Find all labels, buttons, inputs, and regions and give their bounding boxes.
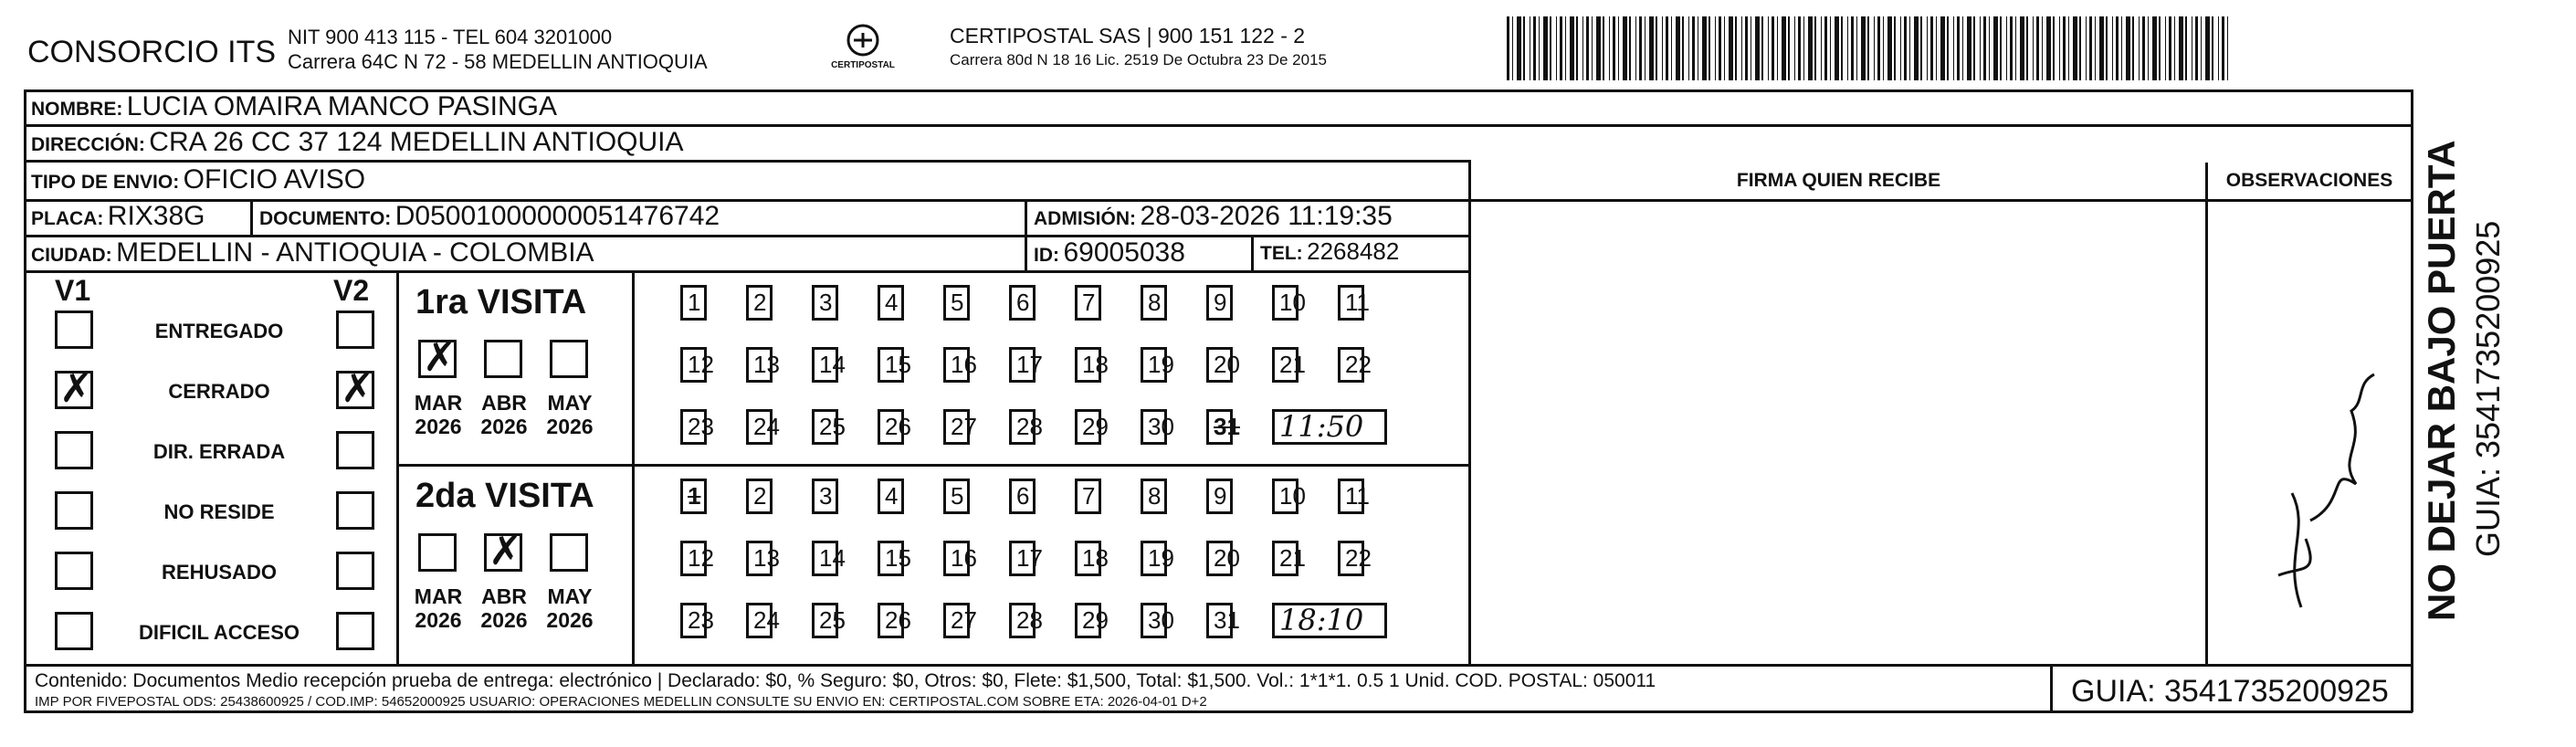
certipostal-logo-icon xyxy=(813,22,913,77)
day-box[interactable]: 24 xyxy=(746,409,773,445)
day-box[interactable]: 18 xyxy=(1075,347,1101,383)
status-label: NO RESIDE xyxy=(163,500,275,523)
month-year: 2026 xyxy=(415,415,462,438)
day-box[interactable]: 30 xyxy=(1141,603,1167,638)
day-box[interactable]: 16 xyxy=(943,347,970,383)
month-name: ABR xyxy=(481,584,527,608)
month-checkbox[interactable] xyxy=(418,334,457,381)
certipostal-logo-text: CERTIPOSTAL xyxy=(831,60,895,70)
documento-value: D05001000000051476742 xyxy=(394,201,720,231)
id-label: ID: xyxy=(1034,245,1059,266)
admision-label: ADMISIÓN: xyxy=(1034,208,1136,229)
day-box[interactable]: 14 xyxy=(812,541,838,576)
placa-value: RIX38G xyxy=(107,201,205,231)
guia-box: GUIA: 3541735200925 xyxy=(2071,674,2389,709)
status-label: ENTREGADO xyxy=(154,320,284,342)
month-year: 2026 xyxy=(546,608,594,632)
nombre-value: LUCIA OMAIRA MANCO PASINGA xyxy=(126,91,557,121)
day-box[interactable]: 11 xyxy=(1338,479,1364,514)
day-box[interactable]: 21 xyxy=(1272,347,1299,383)
status-v1-checkbox[interactable] xyxy=(55,431,93,469)
month-label xyxy=(471,584,537,632)
day-box[interactable]: 21 xyxy=(1272,541,1299,576)
month-mark: ✗ xyxy=(423,334,457,381)
placa-row xyxy=(31,201,205,232)
day-box[interactable]: 4 xyxy=(878,285,904,321)
day-box[interactable]: 24 xyxy=(746,603,773,638)
day-box[interactable]: 4 xyxy=(878,479,904,514)
day-box[interactable]: 7 xyxy=(1075,479,1101,514)
certipostal-line1: CERTIPOSTAL SAS | 900 151 122 - 2 xyxy=(950,24,1306,47)
company-address: Carrera 64C N 72 - 58 MEDELLIN ANTIOQUIA xyxy=(288,50,708,73)
visit-time: 11:50 xyxy=(1272,409,1387,445)
side-guia: GUIA: 3541735200925 xyxy=(2469,220,2507,557)
status-label: DIFICIL ACCESO xyxy=(138,621,300,644)
company-name: CONSORCIO ITS xyxy=(27,35,277,69)
month-checkbox[interactable] xyxy=(550,340,588,378)
day-box[interactable]: 3 xyxy=(812,479,838,514)
day-box[interactable]: 23 xyxy=(680,603,707,638)
day-box[interactable]: 9 xyxy=(1206,285,1233,321)
placa-label: PLACA: xyxy=(31,208,104,229)
visit-time: 18:10 xyxy=(1272,603,1387,638)
day-box[interactable]: 2 xyxy=(746,479,773,514)
status-v1-checkbox[interactable] xyxy=(55,612,93,650)
day-box[interactable]: 30 xyxy=(1141,409,1167,445)
month-year: 2026 xyxy=(415,608,462,632)
month-checkbox[interactable] xyxy=(484,528,522,574)
day-box[interactable]: 28 xyxy=(1009,409,1036,445)
day-box[interactable]: 12 xyxy=(680,347,707,383)
month-name: ABR xyxy=(481,391,527,415)
admision-value: 28-03-2026 11:19:35 xyxy=(1140,201,1393,231)
month-name: MAR xyxy=(414,391,463,415)
day-box[interactable]: 3 xyxy=(812,285,838,321)
documento-row xyxy=(259,201,720,232)
nit-line: NIT 900 413 115 - TEL 604 3201000 xyxy=(288,26,613,48)
tel-label: TEL: xyxy=(1260,243,1303,264)
day-box[interactable]: 29 xyxy=(1075,409,1101,445)
status-label: CERRADO xyxy=(168,380,270,403)
day-box[interactable]: 8 xyxy=(1141,285,1167,321)
month-year: 2026 xyxy=(546,415,594,438)
day-box[interactable]: 1 xyxy=(680,285,707,321)
day-box[interactable]: 25 xyxy=(812,409,838,445)
day-box[interactable]: 25 xyxy=(812,603,838,638)
status-v1-checkbox[interactable] xyxy=(55,310,93,349)
day-box[interactable]: 13 xyxy=(746,541,773,576)
visit-title: 2da VISITA xyxy=(415,477,594,515)
ciudad-value: MEDELLIN - ANTIOQUIA - COLOMBIA xyxy=(116,237,594,268)
day-box[interactable]: 22 xyxy=(1338,541,1364,576)
documento-label: DOCUMENTO: xyxy=(259,208,392,229)
v1-label: V1 xyxy=(55,274,91,307)
ciudad-label: CIUDAD: xyxy=(31,245,112,266)
month-name: MAY xyxy=(547,584,593,608)
month-year: 2026 xyxy=(480,608,528,632)
day-box[interactable]: 11 xyxy=(1338,285,1364,321)
status-v1-checkbox[interactable] xyxy=(55,491,93,530)
month-year: 2026 xyxy=(480,415,528,438)
day-box[interactable]: 16 xyxy=(943,541,970,576)
tipo-value: OFICIO AVISO xyxy=(183,164,366,195)
tipo-row xyxy=(31,164,365,195)
day-box[interactable]: 20 xyxy=(1206,347,1233,383)
day-box[interactable]: 6 xyxy=(1009,285,1036,321)
month-label xyxy=(537,584,603,632)
day-box[interactable]: 31 xyxy=(1206,603,1233,638)
day-box[interactable]: 26 xyxy=(878,603,904,638)
day-box[interactable]: 13 xyxy=(746,347,773,383)
day-box[interactable]: 10 xyxy=(1272,479,1299,514)
day-box[interactable]: 17 xyxy=(1009,541,1036,576)
day-box[interactable]: 23 xyxy=(680,409,707,445)
tel-value: 2268482 xyxy=(1307,237,1400,265)
id-row xyxy=(1034,237,1185,268)
day-box[interactable]: 5 xyxy=(943,479,970,514)
day-box[interactable]: 29 xyxy=(1075,603,1101,638)
day-box[interactable]: 10 xyxy=(1272,285,1299,321)
day-box[interactable]: 9 xyxy=(1206,479,1233,514)
nombre-row xyxy=(31,91,557,122)
day-box[interactable]: 15 xyxy=(878,347,904,383)
status-label: REHUSADO xyxy=(162,561,277,584)
month-label xyxy=(471,391,537,438)
direccion-label: DIRECCIÓN: xyxy=(31,134,145,155)
day-box[interactable]: 27 xyxy=(943,603,970,638)
barcode xyxy=(1507,16,2228,80)
day-box[interactable]: 7 xyxy=(1075,285,1101,321)
day-box[interactable]: 28 xyxy=(1009,603,1036,638)
month-checkbox[interactable] xyxy=(484,340,522,378)
month-label xyxy=(405,584,471,632)
day-box[interactable]: 31 xyxy=(1206,409,1233,445)
status-v1-mark: ✗ xyxy=(59,365,93,412)
day-box[interactable]: 5 xyxy=(943,285,970,321)
direccion-row xyxy=(31,127,684,158)
status-v2-checkbox[interactable] xyxy=(336,310,374,349)
observaciones-label: OBSERVACIONES xyxy=(2225,170,2393,191)
day-box[interactable]: 27 xyxy=(943,409,970,445)
day-box[interactable]: 20 xyxy=(1206,541,1233,576)
visit-title: 1ra VISITA xyxy=(415,283,587,321)
month-checkbox[interactable] xyxy=(550,533,588,572)
certipostal-line2: Carrera 80d N 18 16 Lic. 2519 De Octubra 23 De 2015 xyxy=(950,51,1327,68)
direccion-value: CRA 26 CC 37 124 MEDELLIN ANTIOQUIA xyxy=(149,127,684,157)
day-box[interactable]: 19 xyxy=(1141,541,1167,576)
month-label xyxy=(537,391,603,438)
status-v2-checkbox[interactable] xyxy=(336,365,374,412)
day-box[interactable]: 2 xyxy=(746,285,773,321)
day-box[interactable]: 22 xyxy=(1338,347,1364,383)
status-label: DIR. ERRADA xyxy=(152,440,286,463)
day-box[interactable]: 18 xyxy=(1075,541,1101,576)
status-v1-checkbox[interactable] xyxy=(55,552,93,590)
day-box[interactable]: 19 xyxy=(1141,347,1167,383)
status-v2-checkbox[interactable] xyxy=(336,491,374,530)
day-box[interactable]: 8 xyxy=(1141,479,1167,514)
tipo-label: TIPO DE ENVIO: xyxy=(31,172,180,193)
status-v2-checkbox[interactable] xyxy=(336,431,374,469)
signature xyxy=(2246,347,2392,621)
status-v2-checkbox[interactable] xyxy=(336,552,374,590)
month-name: MAY xyxy=(547,391,593,415)
day-box[interactable]: 15 xyxy=(878,541,904,576)
month-checkbox[interactable] xyxy=(418,533,457,572)
firma-label: FIRMA QUIEN RECIBE xyxy=(1736,170,1941,191)
month-label xyxy=(405,391,471,438)
month-name: MAR xyxy=(414,584,463,608)
imp-line: IMP POR FIVEPOSTAL ODS: 25438600925 / COD.IMP: 54652000925 USUARIO: OPERACIONES MEDELLIN CONSULTE SU ENVIO EN: CERTIPOSTAL.COM SOBRE ETA: 2026-04-01 D+2 xyxy=(35,694,1207,710)
day-box[interactable]: 1 xyxy=(680,479,707,514)
day-box[interactable]: 26 xyxy=(878,409,904,445)
status-v2-mark: ✗ xyxy=(341,365,374,412)
ciudad-row xyxy=(31,237,594,268)
id-value: 69005038 xyxy=(1063,237,1185,268)
contenido-line: Contenido: Documentos Medio recepción prueba de entrega: electrónico | Declarado: $0, % Seguro: $0, Otros: $0, Flete: $1,500, Total: $1,500. Vol.: 1*1*1. 0.5 1 Unid. COD. POSTAL: 050011 xyxy=(35,670,1656,691)
day-box[interactable]: 6 xyxy=(1009,479,1036,514)
tel-row xyxy=(1260,237,1399,266)
v2-label: V2 xyxy=(333,274,370,307)
status-v2-checkbox[interactable] xyxy=(336,612,374,650)
day-box[interactable]: 12 xyxy=(680,541,707,576)
day-box[interactable]: 14 xyxy=(812,347,838,383)
status-v1-checkbox[interactable] xyxy=(55,365,93,412)
admision-row xyxy=(1034,201,1393,232)
day-box[interactable]: 17 xyxy=(1009,347,1036,383)
no-dejar-warning: NO DEJAR BAJO PUERTA xyxy=(2420,140,2463,621)
nombre-label: NOMBRE: xyxy=(31,99,123,120)
month-mark: ✗ xyxy=(489,528,522,574)
